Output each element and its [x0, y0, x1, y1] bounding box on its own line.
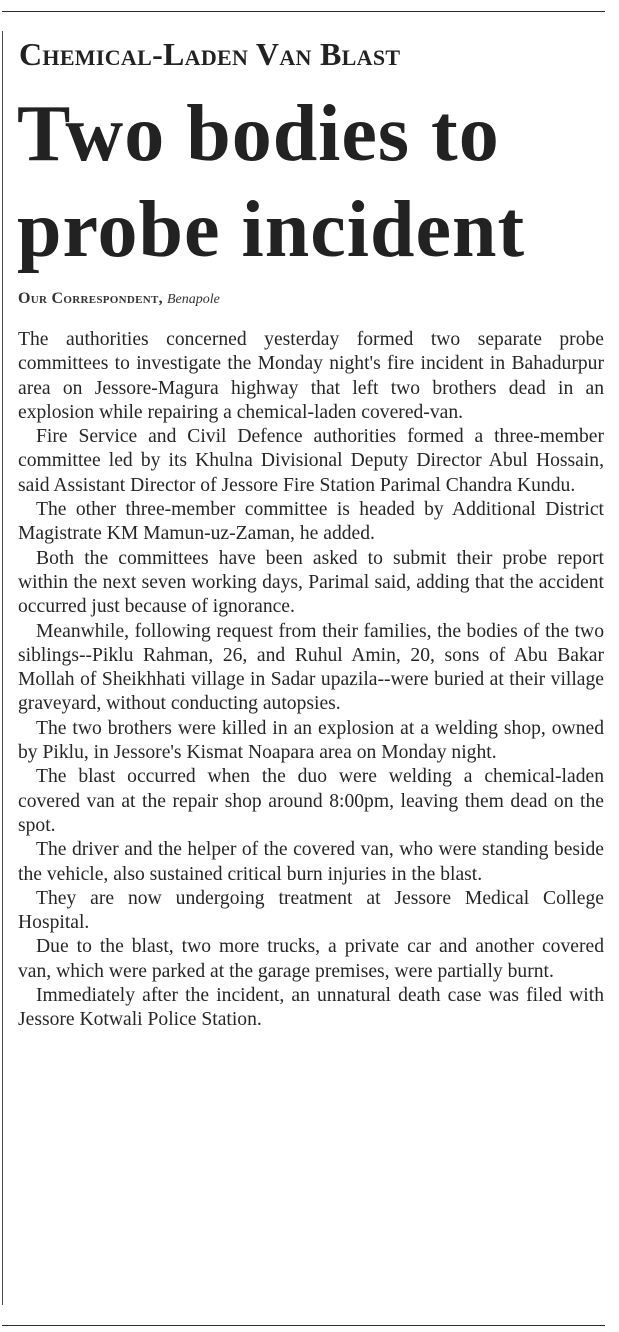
paragraph: The other three-member committee is headed by Additional District Magistrate KM Mamun-uz-Zaman, he added. — [18, 499, 604, 545]
paragraph: The driver and the helper of the covered van, who were standing beside the vehicle, also sustained critical burn injuries in the blast. — [18, 839, 604, 885]
article-body — [18, 328, 604, 1033]
paragraph: The blast occurred when the duo were welding a chemical-laden covered van at the repair shop around 8:00pm, leaving them dead on the spot. — [18, 766, 604, 836]
byline-place: Benapole — [166, 292, 220, 307]
byline — [18, 290, 220, 308]
bottom-rule — [2, 1325, 605, 1326]
top-rule — [2, 11, 605, 12]
kicker: Chemical-Laden Van Blast — [19, 36, 401, 72]
headline: Two bodies to probe incident — [17, 90, 526, 274]
left-rule — [2, 31, 3, 1305]
paragraph: The authorities concerned yesterday formed two separate probe committees to investigate the Monday night's fire incident in Bahadurpur area on Jessore-Magura highway that left two brothers dead in an explosion while repairing a chemical-laden covered-van. — [18, 329, 604, 423]
byline-name: Our Correspondent, — [18, 290, 163, 307]
paragraph: Fire Service and Civil Defence authorities formed a three-member committee led by its Khulna Divisional Deputy Director Abul Hossain, said Assistant Director of Jessore Fire Station Parimal Chandra Kundu. — [18, 426, 604, 496]
paragraph: Immediately after the incident, an unnatural death case was filed with Jessore Kotwali Police Station. — [18, 985, 604, 1031]
paragraph: Both the committees have been asked to submit their probe report within the next seven working days, Parimal said, adding that the accident occurred just because of ignorance. — [18, 547, 604, 618]
paragraph: Due to the blast, two more trucks, a private car and another covered van, which were parked at the garage premises, were partially burnt. — [18, 936, 604, 982]
paragraph: They are now undergoing treatment at Jessore Medical College Hospital. — [18, 887, 604, 934]
paragraph: Meanwhile, following request from their families, the bodies of the two siblings--Piklu Rahman, 26, and Ruhul Amin, 20, sons of Abu Bakar Mollah of Sheikhhati village in Sadar upazila--were buried at their village graveyard, without conducting autopsies. — [18, 620, 604, 715]
paragraph: The two brothers were killed in an explosion at a welding shop, owned by Piklu, in Jessore's Kismat Noapara area on Monday night. — [18, 717, 604, 764]
